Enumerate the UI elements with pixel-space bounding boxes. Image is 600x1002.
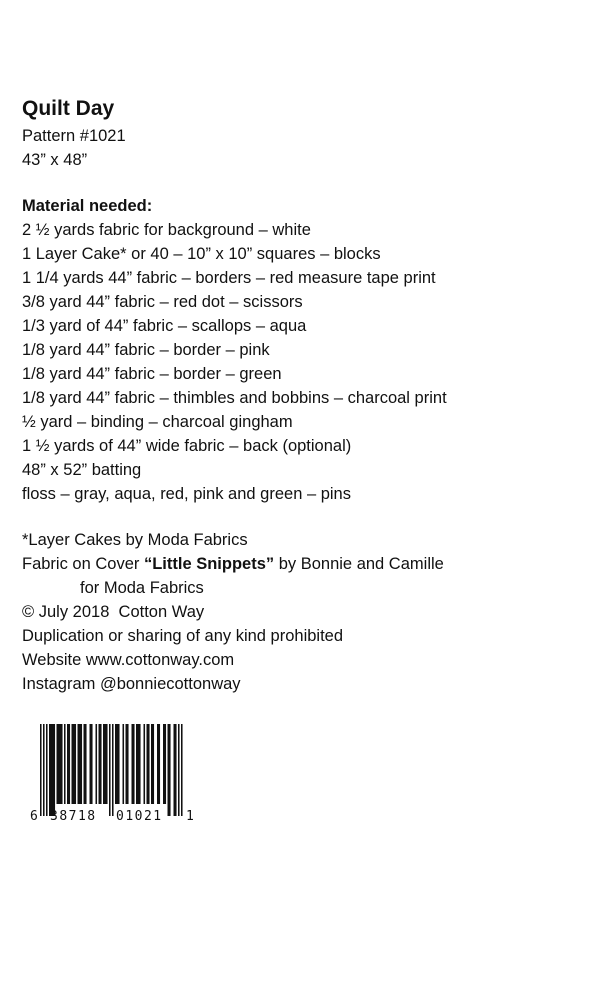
barcode-bar: [75, 724, 77, 804]
material-item: 1/8 yard 44” fabric – border – green: [22, 365, 282, 383]
barcode-bar: [181, 724, 183, 816]
barcode-bar: [46, 724, 48, 816]
barcode-bar: [67, 724, 69, 804]
material-item: 1/3 yard of 44” fabric – scallops – aqua: [22, 317, 307, 335]
barcode-bar: [54, 724, 56, 816]
barcode-left-group: 38718: [50, 809, 97, 824]
barcode-bar: [123, 724, 125, 804]
barcode-bar: [126, 724, 128, 804]
materials-heading: Material needed:: [22, 197, 153, 215]
barcode-bar: [99, 724, 101, 804]
duplication-notice: Duplication or sharing of any kind prohibited: [22, 627, 344, 645]
barcode-bar: [90, 724, 92, 804]
barcode-bar: [105, 724, 107, 804]
cover-fabric-suffix: by Bonnie and Camille: [274, 555, 444, 573]
materials-list: [22, 218, 582, 506]
barcode-bar: [136, 724, 138, 804]
barcode-bar: [69, 724, 71, 804]
pattern-back-cover: [22, 96, 582, 696]
barcode-bar: [78, 724, 80, 804]
barcode-bar: [64, 724, 66, 804]
pattern-number: Pattern #1021: [22, 127, 126, 145]
barcode-bar: [175, 724, 177, 816]
material-item: floss – gray, aqua, red, pink and green – pins: [22, 485, 351, 503]
barcode-bar: [40, 724, 42, 816]
barcode-bar: [79, 724, 81, 804]
cover-fabric-credit-line2: for Moda Fabrics: [80, 579, 204, 597]
barcode-bar: [118, 724, 120, 804]
website-line: Website www.cottonway.com: [22, 651, 235, 669]
material-item: 1/8 yard 44” fabric – thimbles and bobbins – charcoal print: [22, 389, 447, 407]
material-item: ½ yard – binding – charcoal gingham: [22, 413, 293, 431]
upc-barcode: [28, 724, 198, 824]
barcode-bar: [84, 724, 86, 804]
instagram-line: Instagram @bonniecottonway: [22, 675, 241, 693]
copyright-line: © July 2018 Cotton Way: [22, 603, 205, 621]
barcode-bar: [81, 724, 83, 804]
barcode-bar: [51, 724, 53, 816]
material-item: 1 1/4 yards 44” fabric – borders – red measure tape print: [22, 269, 436, 287]
barcode-bar: [109, 724, 111, 816]
barcode-bar: [153, 724, 155, 804]
barcode-bar: [174, 724, 176, 816]
layer-cakes-note: *Layer Cakes by Moda Fabrics: [22, 531, 248, 549]
barcode-bar: [91, 724, 93, 804]
barcode-lead-digit: 6: [30, 809, 38, 824]
barcode-right-group: 01021: [116, 809, 163, 824]
barcode-bar: [115, 724, 117, 804]
barcode-bar: [147, 724, 149, 804]
barcode-bar: [103, 724, 105, 804]
material-item: 48” x 52” batting: [22, 461, 142, 479]
barcode-bar: [60, 724, 62, 804]
material-item: 2 ½ yards fabric for background – white: [22, 221, 311, 239]
barcode-bar: [138, 724, 140, 804]
pattern-title: Quilt Day: [22, 97, 115, 120]
barcode-bar: [133, 724, 135, 804]
barcode-bar: [168, 724, 170, 816]
barcode-bar: [169, 724, 171, 816]
material-item: 3/8 yard 44” fabric – red dot – scissors: [22, 293, 303, 311]
material-item: 1 Layer Cake* or 40 – 10” x 10” squares – blocks: [22, 245, 381, 263]
barcode-bar: [132, 724, 134, 804]
barcode-check-digit: 1: [186, 809, 194, 824]
credits-block: [22, 528, 582, 696]
barcode-bar: [72, 724, 74, 804]
barcode-bar: [106, 724, 108, 804]
barcode-bar: [144, 724, 146, 804]
barcode-bar: [163, 724, 165, 804]
barcode-bar: [127, 724, 129, 804]
cover-fabric-name: “Little Snippets”: [143, 555, 275, 573]
barcode-bar: [57, 724, 59, 804]
barcode-bar: [159, 724, 161, 804]
barcode-bar: [96, 724, 98, 804]
barcode-bar: [61, 724, 63, 804]
cover-fabric-credit: [22, 552, 582, 576]
barcode-bar: [148, 724, 150, 804]
barcode-bar: [49, 724, 51, 816]
material-item: 1 ½ yards of 44” wide fabric – back (optional): [22, 437, 352, 455]
barcode-bar: [139, 724, 141, 804]
barcode-bar: [100, 724, 102, 804]
barcode-bar: [52, 724, 54, 816]
barcode-bar: [151, 724, 153, 804]
barcode-bar: [178, 724, 180, 816]
barcode-bar: [117, 724, 119, 804]
barcode-bar: [43, 724, 45, 816]
barcode-bar: [85, 724, 87, 804]
cover-fabric-prefix: Fabric on Cover: [22, 555, 144, 573]
barcode-bar: [112, 724, 114, 816]
barcode-bar: [73, 724, 75, 804]
barcode-bar: [165, 724, 167, 804]
material-item: 1/8 yard 44” fabric – border – pink: [22, 341, 270, 359]
barcode-bars: [40, 724, 183, 816]
barcode-bar: [58, 724, 60, 804]
quilt-size: 43” x 48”: [22, 151, 88, 169]
barcode-bar: [157, 724, 159, 804]
